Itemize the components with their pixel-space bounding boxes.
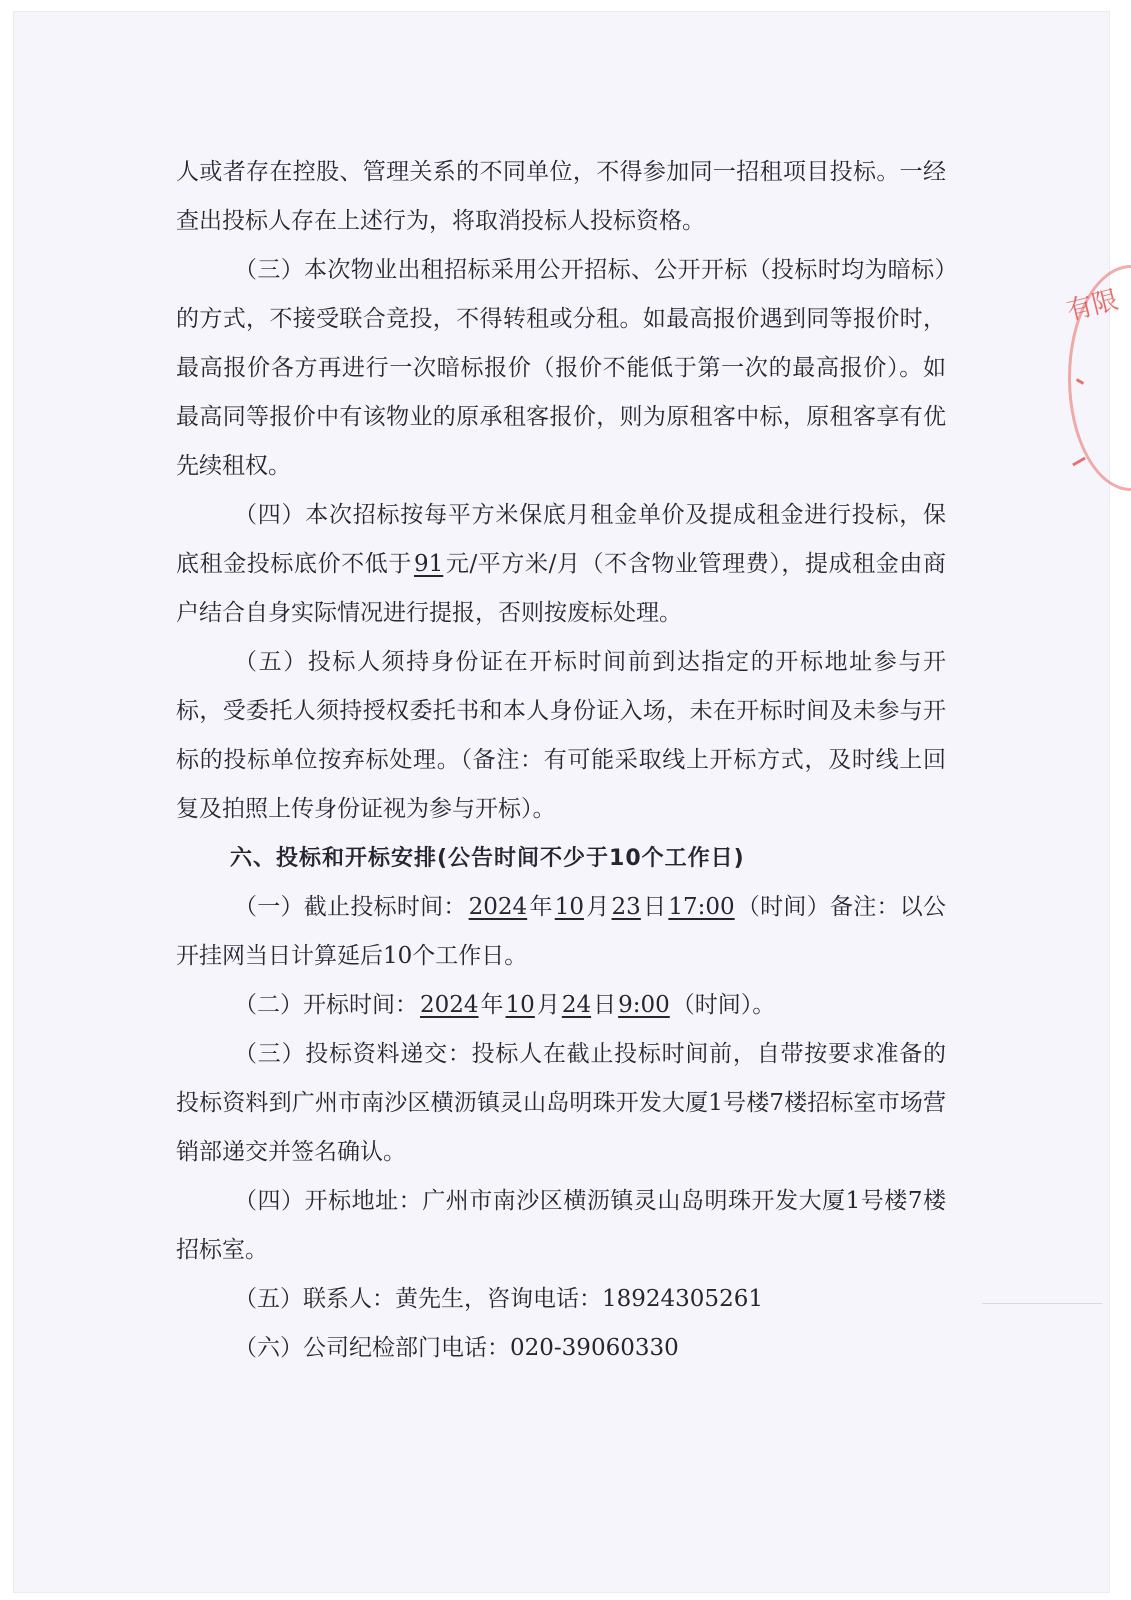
opening-day: 24 [561,992,592,1018]
deadline-time: 17:00 [668,894,735,920]
opening-time: 9:00 [618,992,670,1018]
deadline-month-unit: 月 [586,894,610,920]
opening-label: （二）开标时间： [234,992,418,1018]
company-seal-stamp [1062,265,1131,495]
margin-rule [982,1303,1102,1304]
rent-text-pre: （四）本次招标按每平方米保底月租金单价及提成租金进行投标，保底租金投标底价不低于 [176,502,946,577]
paragraph-submission: （三）投标资料递交：投标人在截止投标时间前，自带按要求准备的投标资料到广州市南沙区横沥镇灵山岛明珠开发大厦1号楼7楼招标室市场营销部递交并签名确认。 [176,1041,946,1165]
paragraph-attendance: （五）投标人须持身份证在开标时间前到达指定的开标地址参与开标，受委托人须持授权委托书和本人身份证入场，未在开标时间及未参与开标的投标单位按弃标处理。（备注：有可能采取线上开标方式，及时线上回复及拍照上传身份证视为参与开标）。 [176,649,946,822]
document-body [176,148,946,1373]
opening-month-unit: 月 [536,992,560,1018]
paragraph-deadline [176,883,946,981]
opening-day-unit: 日 [593,992,617,1018]
deadline-month: 10 [554,894,584,920]
opening-year-unit: 年 [480,992,504,1018]
paragraph-contact: （五）联系人：黄先生，咨询电话：18924305261 [234,1286,763,1312]
seal-mark [1072,457,1086,467]
paragraph-rent-price [176,491,946,638]
floor-price-value: 91 [413,551,444,577]
paragraph-discipline-phone: （六）公司纪检部门电话：020-39060330 [234,1335,679,1361]
opening-suffix: （时间）。 [671,992,776,1018]
rent-text-post: 元/平方米/月（不含物业管理费），提成租金由商户结合自身实际情况进行提报，否则按废标处理。 [176,551,947,626]
paragraph-qualification-continued: 人或者存在控股、管理关系的不同单位，不得参加同一招租项目投标。一经查出投标人存在上述行为，将取消投标人投标资格。 [176,159,946,234]
paragraph-opening-time [176,981,946,1030]
paragraph-address: （四）开标地址：广州市南沙区横沥镇灵山岛明珠开发大厦1号楼7楼招标室。 [176,1188,946,1263]
deadline-suffix: （时间）备注：以公开挂网当日计算延后10个工作日。 [176,894,947,969]
deadline-label: （一）截止投标时间： [234,894,467,920]
deadline-day-unit: 日 [642,894,667,920]
deadline-year: 2024 [468,894,528,920]
opening-month: 10 [505,992,535,1018]
section-heading: 六、投标和开标安排(公告时间不少于10个工作日) [230,846,745,871]
seal-text: 有限 [1063,285,1122,327]
paragraph-bidding-method: （三）本次物业出租招标采用公开招标、公开开标（投标时均为暗标）的方式，不接受联合竞投，不得转租或分租。如最高报价遇到同等报价时，最高报价各方再进行一次暗标报价（报价不能低于第一次的最高报价）。如最高同等报价中有该物业的原承租客报价，则为原租客中标，原租客享有优先续租权。 [176,257,946,479]
deadline-year-unit: 年 [529,894,553,920]
deadline-day: 23 [611,894,641,920]
opening-year: 2024 [420,992,479,1018]
